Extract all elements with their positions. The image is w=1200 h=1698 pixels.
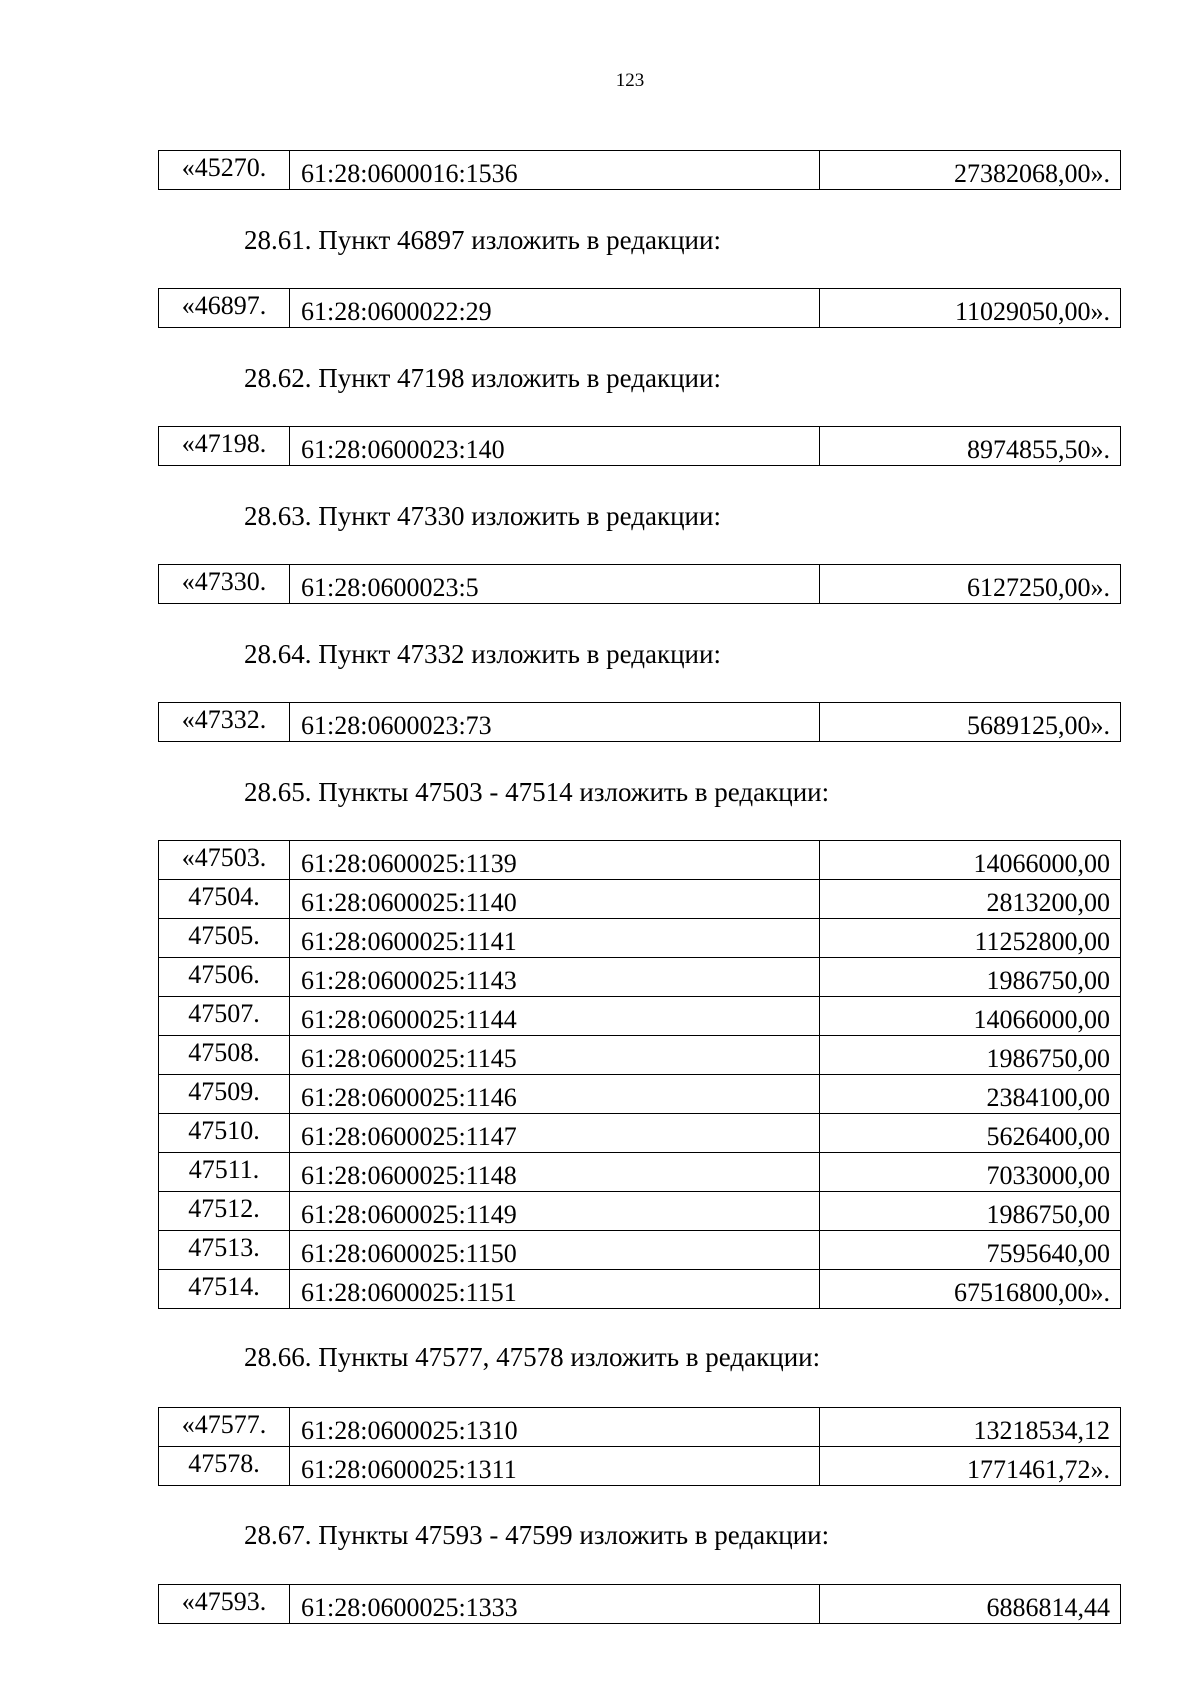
- item-number: «47593.: [159, 1585, 290, 1624]
- item-number: 47513.: [159, 1231, 290, 1270]
- cadastral-number: 61:28:0600025:1143: [290, 958, 820, 997]
- table-row: [159, 1447, 1121, 1486]
- table-row: [159, 841, 1121, 880]
- cadastral-number: 61:28:0600023:140: [290, 427, 820, 466]
- table-row: [159, 1408, 1121, 1447]
- cadastral-value: 2384100,00: [820, 1075, 1121, 1114]
- cadastral-value: 14066000,00: [820, 841, 1121, 880]
- table-item-45270: [158, 150, 1121, 190]
- table-items-47577-47578: [158, 1407, 1121, 1486]
- cadastral-value: 1986750,00: [820, 958, 1121, 997]
- section-heading-28-64: 28.64. Пункт 47332 изложить в редакции:: [244, 639, 721, 669]
- section-heading-28-65: 28.65. Пункты 47503 - 47514 изложить в редакции:: [244, 777, 830, 807]
- table-item-47593: [158, 1584, 1121, 1624]
- table-row: [159, 880, 1121, 919]
- cadastral-value: 13218534,12: [820, 1408, 1121, 1447]
- table-row: [159, 1585, 1121, 1624]
- cadastral-number: 61:28:0600025:1145: [290, 1036, 820, 1075]
- cadastral-value: 1986750,00: [820, 1192, 1121, 1231]
- table-row: [159, 958, 1121, 997]
- item-number: 47504.: [159, 880, 290, 919]
- table-row: [159, 289, 1121, 328]
- cadastral-value: 6886814,44: [820, 1585, 1121, 1624]
- table-row: [159, 151, 1121, 190]
- table-row: [159, 703, 1121, 742]
- item-number: 47510.: [159, 1114, 290, 1153]
- cadastral-number: 61:28:0600023:5: [290, 565, 820, 604]
- table-item-46897: [158, 288, 1121, 328]
- cadastral-value: 5626400,00: [820, 1114, 1121, 1153]
- table-items-47503-47514: [158, 840, 1121, 1309]
- table-row: [159, 919, 1121, 958]
- cadastral-value: 6127250,00».: [820, 565, 1121, 604]
- cadastral-number: 61:28:0600025:1311: [290, 1447, 820, 1486]
- table-row: [159, 565, 1121, 604]
- table-row: [159, 997, 1121, 1036]
- cadastral-value: 8974855,50».: [820, 427, 1121, 466]
- table-row: [159, 1036, 1121, 1075]
- table-row: [159, 427, 1121, 466]
- cadastral-value: 1771461,72».: [820, 1447, 1121, 1486]
- section-heading-28-62: 28.62. Пункт 47198 изложить в редакции:: [244, 363, 721, 393]
- item-number: 47505.: [159, 919, 290, 958]
- cadastral-number: 61:28:0600025:1141: [290, 919, 820, 958]
- cadastral-number: 61:28:0600025:1150: [290, 1231, 820, 1270]
- table-row: [159, 1270, 1121, 1309]
- item-number: «47332.: [159, 703, 290, 742]
- item-number: «47198.: [159, 427, 290, 466]
- table-row: [159, 1153, 1121, 1192]
- item-number: 47578.: [159, 1447, 290, 1486]
- cadastral-value: 7033000,00: [820, 1153, 1121, 1192]
- page-number: 123: [615, 70, 645, 91]
- section-heading-28-61: 28.61. Пункт 46897 изложить в редакции:: [244, 225, 721, 255]
- cadastral-value: 11029050,00».: [820, 289, 1121, 328]
- item-number: 47508.: [159, 1036, 290, 1075]
- table-row: [159, 1231, 1121, 1270]
- cadastral-number: 61:28:0600025:1139: [290, 841, 820, 880]
- item-number: «45270.: [159, 151, 290, 190]
- cadastral-number: 61:28:0600016:1536: [290, 151, 820, 190]
- item-number: 47509.: [159, 1075, 290, 1114]
- cadastral-value: 2813200,00: [820, 880, 1121, 919]
- cadastral-value: 14066000,00: [820, 997, 1121, 1036]
- cadastral-number: 61:28:0600025:1146: [290, 1075, 820, 1114]
- cadastral-value: 1986750,00: [820, 1036, 1121, 1075]
- cadastral-number: 61:28:0600025:1310: [290, 1408, 820, 1447]
- cadastral-number: 61:28:0600025:1144: [290, 997, 820, 1036]
- item-number: 47514.: [159, 1270, 290, 1309]
- item-number: «47503.: [159, 841, 290, 880]
- cadastral-value: 5689125,00».: [820, 703, 1121, 742]
- item-number: 47506.: [159, 958, 290, 997]
- item-number: 47507.: [159, 997, 290, 1036]
- cadastral-number: 61:28:0600025:1148: [290, 1153, 820, 1192]
- item-number: 47511.: [159, 1153, 290, 1192]
- table-row: [159, 1192, 1121, 1231]
- section-heading-28-67: 28.67. Пункты 47593 - 47599 изложить в редакции:: [244, 1520, 830, 1550]
- table-item-47198: [158, 426, 1121, 466]
- cadastral-number: 61:28:0600025:1140: [290, 880, 820, 919]
- table-item-47330: [158, 564, 1121, 604]
- item-number: «47577.: [159, 1408, 290, 1447]
- cadastral-number: 61:28:0600025:1333: [290, 1585, 820, 1624]
- cadastral-value: 7595640,00: [820, 1231, 1121, 1270]
- cadastral-value: 67516800,00».: [820, 1270, 1121, 1309]
- cadastral-number: 61:28:0600023:73: [290, 703, 820, 742]
- section-heading-28-66: 28.66. Пункты 47577, 47578 изложить в редакции:: [244, 1342, 821, 1372]
- table-item-47332: [158, 702, 1121, 742]
- cadastral-value: 11252800,00: [820, 919, 1121, 958]
- item-number: 47512.: [159, 1192, 290, 1231]
- cadastral-number: 61:28:0600025:1151: [290, 1270, 820, 1309]
- item-number: «47330.: [159, 565, 290, 604]
- table-row: [159, 1075, 1121, 1114]
- cadastral-number: 61:28:0600022:29: [290, 289, 820, 328]
- cadastral-number: 61:28:0600025:1147: [290, 1114, 820, 1153]
- table-row: [159, 1114, 1121, 1153]
- cadastral-value: 27382068,00».: [820, 151, 1121, 190]
- item-number: «46897.: [159, 289, 290, 328]
- section-heading-28-63: 28.63. Пункт 47330 изложить в редакции:: [244, 501, 721, 531]
- cadastral-number: 61:28:0600025:1149: [290, 1192, 820, 1231]
